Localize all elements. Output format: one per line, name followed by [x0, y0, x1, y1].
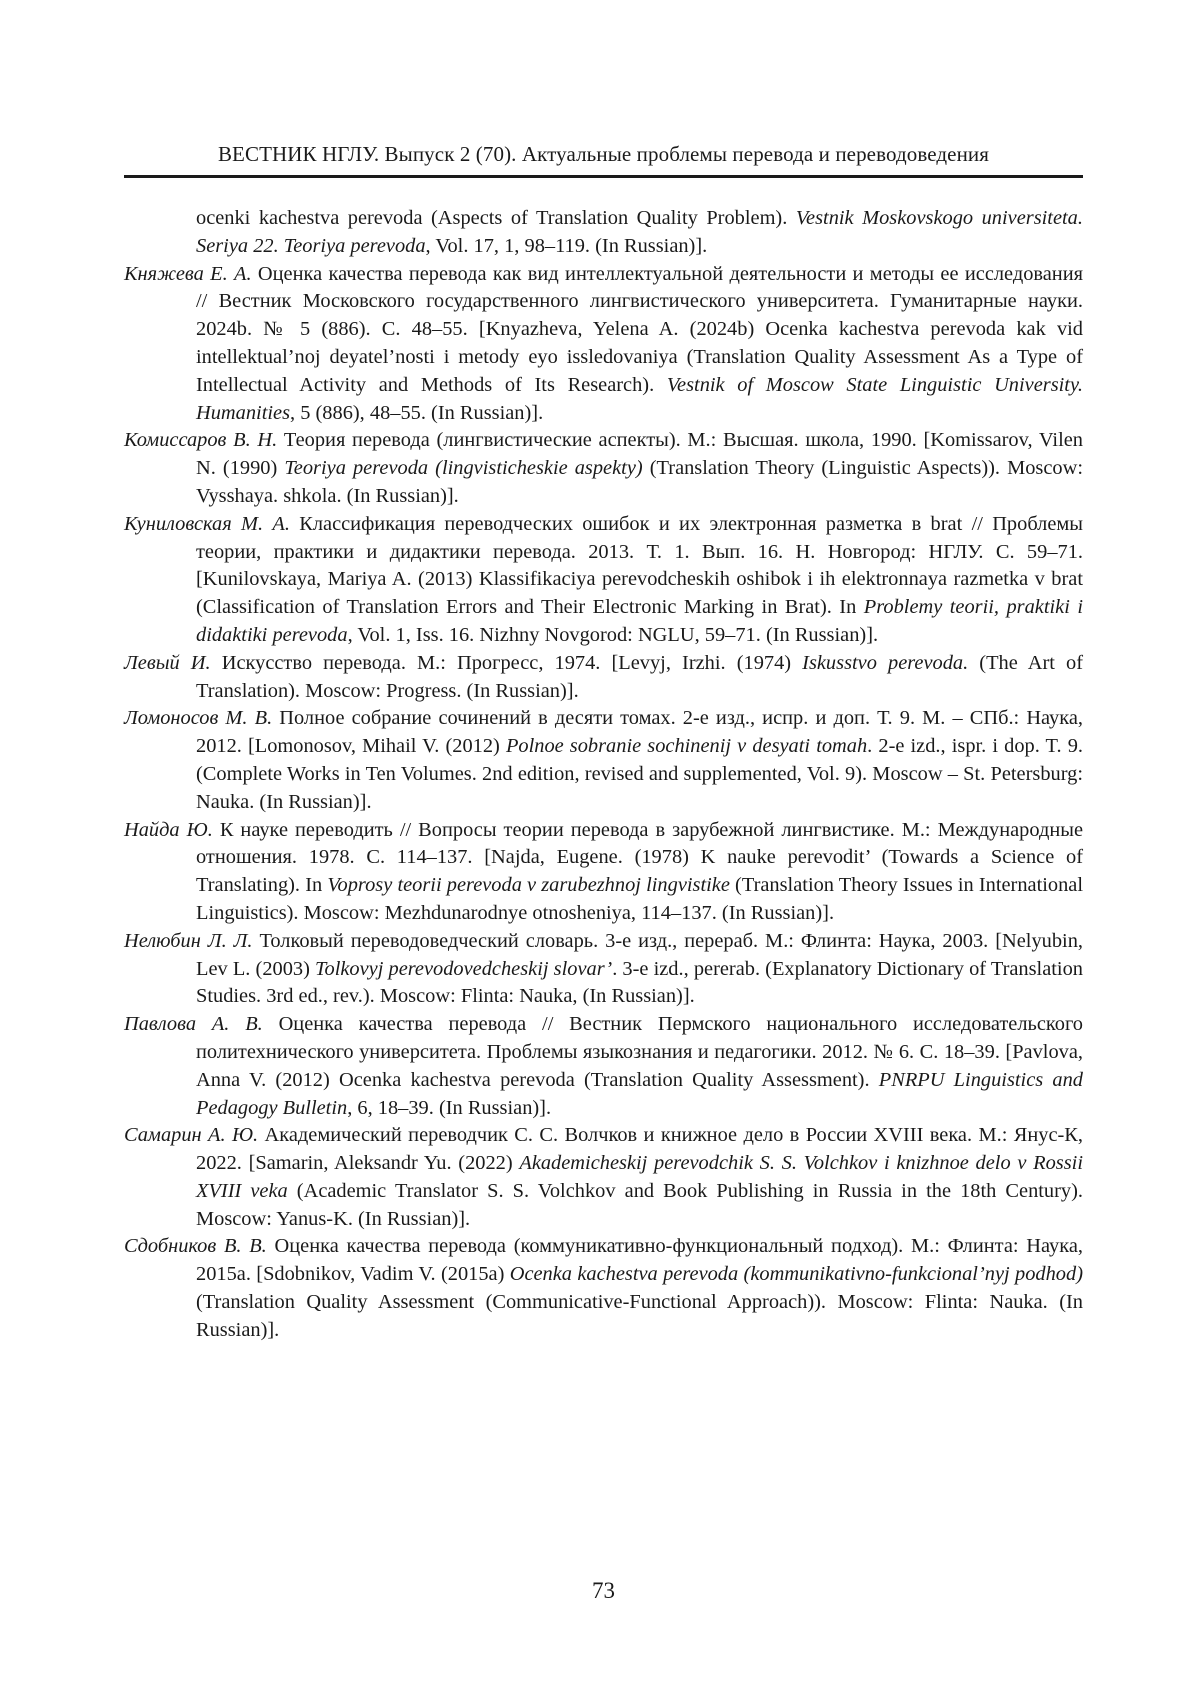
reference-italic-title: Polnoe sobranie sochinenij v desyati tomah — [506, 735, 867, 757]
reference-continuation-text: ocenki kachestva perevoda (Aspects of Translation Quality Problem). — [196, 207, 796, 229]
reference-continuation — [124, 205, 1083, 261]
reference-komissarov — [124, 427, 1083, 510]
reference-author: Нелюбин Л. Л. — [124, 930, 253, 952]
page-number: 73 — [124, 1577, 1083, 1605]
reference-pavlova — [124, 1011, 1083, 1122]
reference-author: Самарин А. Ю. — [124, 1124, 258, 1146]
reference-body: Оценка качества перевода // Вестник Пермского национального исследовательского политехнического университета. Проблемы языкознания и педагогики. 2012. № 6. С. 18–39. [Pavlova, Anna V. (2012) Ocenka kachestva perevoda (Translation Quality Assessment). — [196, 1013, 1083, 1091]
reference-body: Классификация переводческих ошибок и их электронная разметка в brat // Проблемы теории, практики и дидактики перевода. 2013. Т. 1. Вып. 16. Н. Новгород: НГЛУ. С. 59–71. [Kunilovskaya, Mariya A. (2013) Klassifikaciya perevodcheskih oshibok i ih elektronnaya razmetka v brat (Classification of Translation Errors and Their Electronic Marking in Brat). In — [196, 513, 1083, 618]
reference-najda — [124, 817, 1083, 928]
reference-sdobnikov — [124, 1233, 1083, 1344]
reference-author: Комиссаров В. Н. — [124, 429, 277, 451]
reference-author: Княжева Е. А. — [124, 263, 252, 285]
reference-author: Сдобников В. В. — [124, 1235, 267, 1257]
reference-tail: (Translation Theory (Linguistic Aspects)). Moscow: Vysshaya. shkola. (In Russian)]. — [196, 457, 1083, 507]
reference-italic-title: Akademicheskij perevodchik S. S. Volchkov i knizhnoe delo v Rossii XVIII veka — [196, 1152, 1083, 1202]
reference-body: Теория перевода (лингвистические аспекты). М.: Высшая. школа, 1990. [Komissarov, Vilen N. (1990) — [196, 429, 1083, 479]
reference-knyazheva — [124, 261, 1083, 428]
reference-italic-title: Tolkovyj perevodovedcheskij slovar’ — [315, 958, 612, 980]
reference-lomonosov — [124, 705, 1083, 816]
reference-tail: (The Art of Translation). Moscow: Progress. (In Russian)]. — [196, 652, 1083, 702]
reference-tail: , 5 (886), 48–55. (In Russian)]. — [290, 402, 543, 424]
reference-author: Ломоносов М. В. — [124, 707, 272, 729]
reference-body: Оценка качества перевода как вид интеллектуальной деятельности и методы ее исследования // Вестник Московского государственного лингвистического университета. Гуманитарные науки. 2024b. № 5 (886). С. 48–55. [Knyazheva, Yelena A. (2024b) Ocenka kachestva perevoda kak vid intellektual’noj deyatel’nosti i metody eyo issledovaniya (Translation Quality Assessment As a Type of Intellectual Activity and Methods of Its Research). — [196, 263, 1083, 396]
reference-levyj — [124, 650, 1083, 706]
header-rule — [124, 175, 1083, 178]
reference-italic-title: Ocenka kachestva perevoda (kommunikativno-funkcional’nyj podhod) — [510, 1263, 1083, 1285]
reference-italic-title: Teoriya perevoda (lingvisticheskie aspekty) — [284, 457, 642, 479]
reference-nelyubin — [124, 928, 1083, 1011]
reference-italic-title: Vestnik of Moscow State Linguistic University. Humanities — [196, 374, 1083, 424]
reference-continuation-tail: , Vol. 17, 1, 98–119. (In Russian)]. — [426, 235, 708, 257]
reference-body: Академический переводчик С. С. Волчков и книжное дело в России XVIII века. М.: Янус-К, 2022. [Samarin, Aleksandr Yu. (2022) — [196, 1124, 1083, 1174]
reference-body: Искусство перевода. М.: Прогресс, 1974. [Levyj, Irzhi. (1974) — [211, 652, 803, 674]
reference-body: Оценка качества перевода (коммуникативно-функциональный подход). М.: Флинта: Наука, 2015a. [Sdobnikov, Vadim V. (2015a) — [196, 1235, 1083, 1285]
reference-body: Полное собрание сочинений в десяти томах. 2-е изд., испр. и доп. Т. 9. М. – СПб.: Наука, 2012. [Lomonosov, Mihail V. (2012) — [196, 707, 1083, 757]
reference-italic-title: PNRPU Linguistics and Pedagogy Bulletin — [196, 1069, 1083, 1119]
reference-tail: , 6, 18–39. (In Russian)]. — [347, 1097, 551, 1119]
reference-italic-title: Iskusstvo perevoda. — [802, 652, 968, 674]
reference-samarin — [124, 1122, 1083, 1233]
reference-body: К науке переводить // Вопросы теории перевода в зарубежной лингвистике. М.: Международные отношения. 1978. С. 114–137. [Najda, Eugene. (1978) K nauke perevodit’ (Towards a Science of Translating). In — [196, 819, 1083, 897]
reference-italic-title: Problemy teorii, praktiki i didaktiki perevoda — [196, 596, 1083, 646]
reference-kunilovskaya — [124, 511, 1083, 650]
running-head: ВЕСТНИК НГЛУ. Выпуск 2 (70). Актуальные проблемы перевода и переводоведения — [124, 140, 1083, 168]
reference-tail: (Academic Translator S. S. Volchkov and Book Publishing in Russia in the 18th Century). Moscow: Yanus-K. (In Russian)]. — [196, 1180, 1083, 1230]
reference-tail: , Vol. 1, Iss. 16. Nizhny Novgorod: NGLU, 59–71. (In Russian)]. — [348, 624, 879, 646]
reference-tail: (Translation Quality Assessment (Communicative-Functional Approach)). Moscow: Flinta: Nauka. (In Russian)]. — [196, 1291, 1083, 1341]
reference-tail: . 3-e izd., pererab. (Explanatory Dictionary of Translation Studies. 3rd ed., rev.). Moscow: Flinta: Nauka, (In Russian)]. — [196, 958, 1083, 1008]
reference-italic-title: Voprosy teorii perevoda v zarubezhnoj lingvistike — [327, 874, 730, 896]
reference-tail: . 2-e izd., ispr. i dop. T. 9. (Complete Works in Ten Volumes. 2nd edition, revised and supplemented, Vol. 9). Moscow – St. Petersburg: Nauka. (In Russian)]. — [196, 735, 1083, 813]
reference-continuation-journal: Vestnik Moskovskogo universiteta. Seriya 22. Teoriya perevoda — [196, 207, 1083, 257]
reference-author: Левый И. — [124, 652, 211, 674]
reference-list — [124, 205, 1083, 1345]
reference-tail: (Translation Theory Issues in International Linguistics). Moscow: Mezhdunarodnye otnosheniya, 114–137. (In Russian)]. — [196, 874, 1083, 924]
reference-author: Куниловская М. А. — [124, 513, 290, 535]
reference-author: Павлова А. В. — [124, 1013, 263, 1035]
reference-author: Найда Ю. — [124, 819, 213, 841]
reference-body: Толковый переводоведческий словарь. 3-е изд., перераб. М.: Флинта: Наука, 2003. [Nelyubin, Lev L. (2003) — [196, 930, 1083, 980]
